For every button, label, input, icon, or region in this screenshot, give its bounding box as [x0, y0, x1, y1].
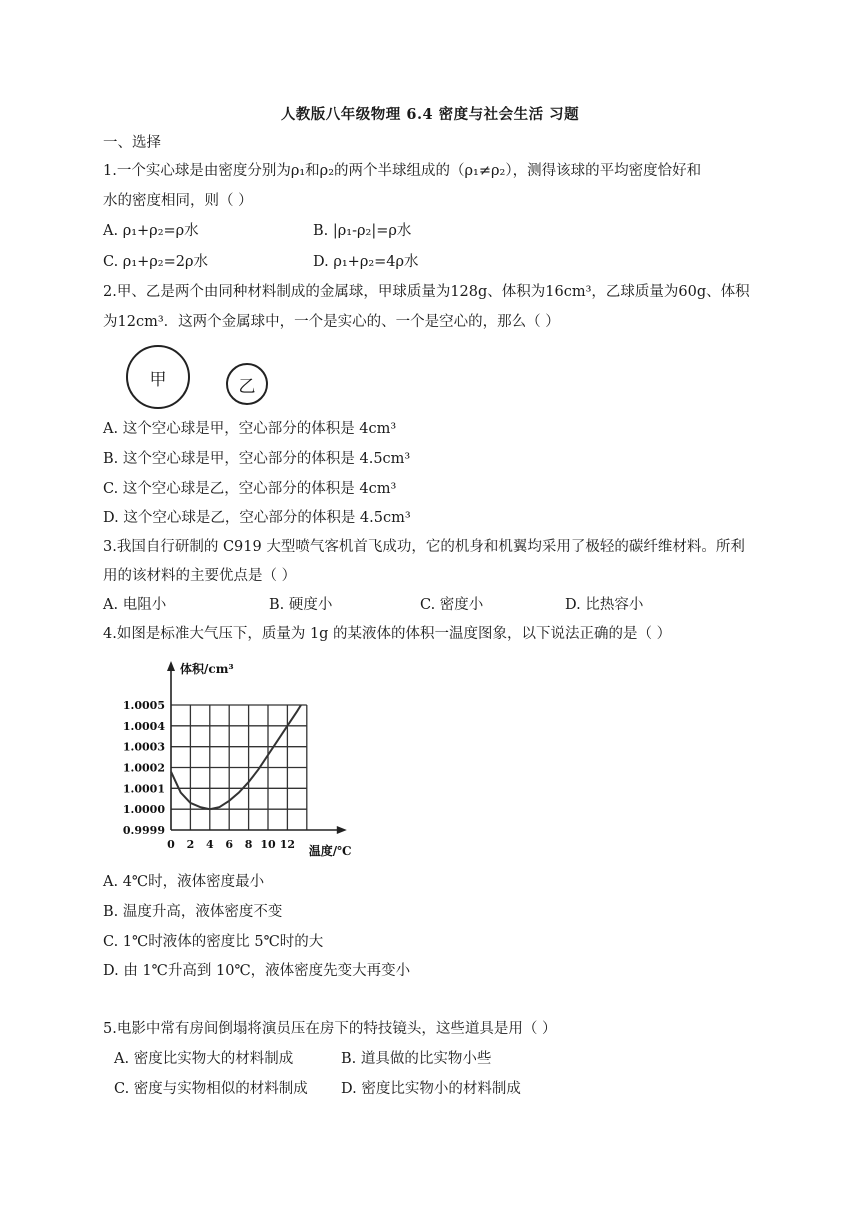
q1-stem-line1: 1.一个实心球是由密度分别为ρ₁和ρ₂的两个半球组成的（ρ₁≠ρ₂），测得该球的平均密度恰好和: [103, 163, 702, 179]
q4-stem-line1: 4.如图是标准大气压下，质量为 1g 的某液体的体积一温度图象，以下说法正确的是（ ）: [103, 626, 672, 642]
x-tick-label: 6: [225, 838, 234, 851]
ball-yi: [226, 363, 268, 405]
q1-stem-line2: 水的密度相同，则（ ）: [103, 193, 253, 209]
x-tick-label: 4: [205, 838, 214, 851]
ball-jia: [126, 345, 190, 409]
x-tick-label: 2: [186, 838, 195, 851]
q5-option-a: A. 密度比实物大的材料制成: [114, 1051, 294, 1067]
y-axis-label: 体积/cm³: [180, 662, 234, 676]
q4-option-c: C. 1℃时液体的密度比 5℃时的大: [103, 934, 324, 950]
chart-axes: [167, 661, 347, 834]
q2-stem-line1: 2.甲、乙是两个由同种材料制成的金属球，甲球质量为128g、体积为16cm³，乙球质量为60g、体积: [103, 284, 750, 300]
chart-labels: [123, 661, 352, 858]
ball-yi-label: 乙: [238, 376, 256, 397]
q2-option-d: D. 这个空心球是乙，空心部分的体积是 4.5cm³: [103, 510, 411, 526]
y-tick-label: 1.0000: [122, 803, 165, 817]
x-tick-label: 12: [279, 838, 296, 851]
q2-option-c: C. 这个空心球是乙，空心部分的体积是 4cm³: [103, 481, 397, 497]
q1-option-c: C. ρ₁+ρ₂=2ρ水: [103, 254, 209, 270]
section-heading: 一、选择: [103, 135, 161, 151]
volume-temperature-chart: [118, 657, 388, 865]
y-axis-arrow: [167, 661, 175, 671]
y-tick-label: 1.0002: [122, 761, 165, 775]
y-tick-label: 0.9999: [122, 824, 165, 837]
q3-option-b: B. 硬度小: [269, 597, 333, 613]
x-axis-arrow: [337, 826, 347, 834]
q5-stem-line1: 5.电影中常有房间倒塌将演员压在房下的特技镜头，这些道具是用（ ）: [103, 1021, 557, 1037]
q5-option-d: D. 密度比实物小的材料制成: [341, 1081, 521, 1097]
q3-option-c: C. 密度小: [420, 597, 484, 613]
q5-option-c: C. 密度与实物相似的材料制成: [114, 1081, 308, 1097]
y-tick-label: 1.0005: [122, 699, 165, 712]
q3-stem-line2: 用的该材料的主要优点是（ ）: [103, 568, 297, 584]
y-tick-label: 1.0001: [122, 782, 165, 796]
q4-option-a: A. 4℃时，液体密度最小: [103, 874, 265, 890]
q3-stem-line1: 3.我国自行研制的 C919 大型喷气客机首飞成功，它的机身和机翼均采用了极轻的碳纤维材料。所利: [103, 539, 745, 555]
q1-option-d: D. ρ₁+ρ₂=4ρ水: [313, 254, 419, 270]
y-tick-label: 1.0003: [122, 740, 165, 754]
x-tick-label: 8: [244, 838, 253, 851]
q2-option-a: A. 这个空心球是甲，空心部分的体积是 4cm³: [103, 421, 397, 437]
q1-option-b: B. |ρ₁-ρ₂|=ρ水: [313, 223, 412, 239]
x-axis-label: 温度/℃: [308, 844, 352, 858]
q3-option-a: A. 电阻小: [103, 597, 167, 613]
q2-option-b: B. 这个空心球是甲，空心部分的体积是 4.5cm³: [103, 451, 411, 467]
x-tick-label: 10: [260, 838, 276, 851]
x-tick-label: 0: [167, 838, 175, 851]
q2-stem-line2: 为12cm³．这两个金属球中，一个是实心的、一个是空心的，那么（ ）: [103, 314, 560, 330]
q4-option-b: B. 温度升高，液体密度不变: [103, 904, 283, 920]
page-title: 人教版八年级物理 6.4 密度与社会生活 习题: [280, 106, 580, 123]
y-tick-label: 1.0004: [122, 719, 165, 733]
q4-option-d: D. 由 1℃升高到 10℃，液体密度先变大再变小: [103, 963, 411, 979]
q1-option-a: A. ρ₁+ρ₂=ρ水: [103, 223, 199, 239]
q3-option-d: D. 比热容小: [565, 597, 644, 613]
q5-option-b: B. 道具做的比实物小些: [341, 1051, 492, 1067]
ball-jia-label: 甲: [149, 369, 167, 390]
chart-grid: [171, 705, 307, 830]
